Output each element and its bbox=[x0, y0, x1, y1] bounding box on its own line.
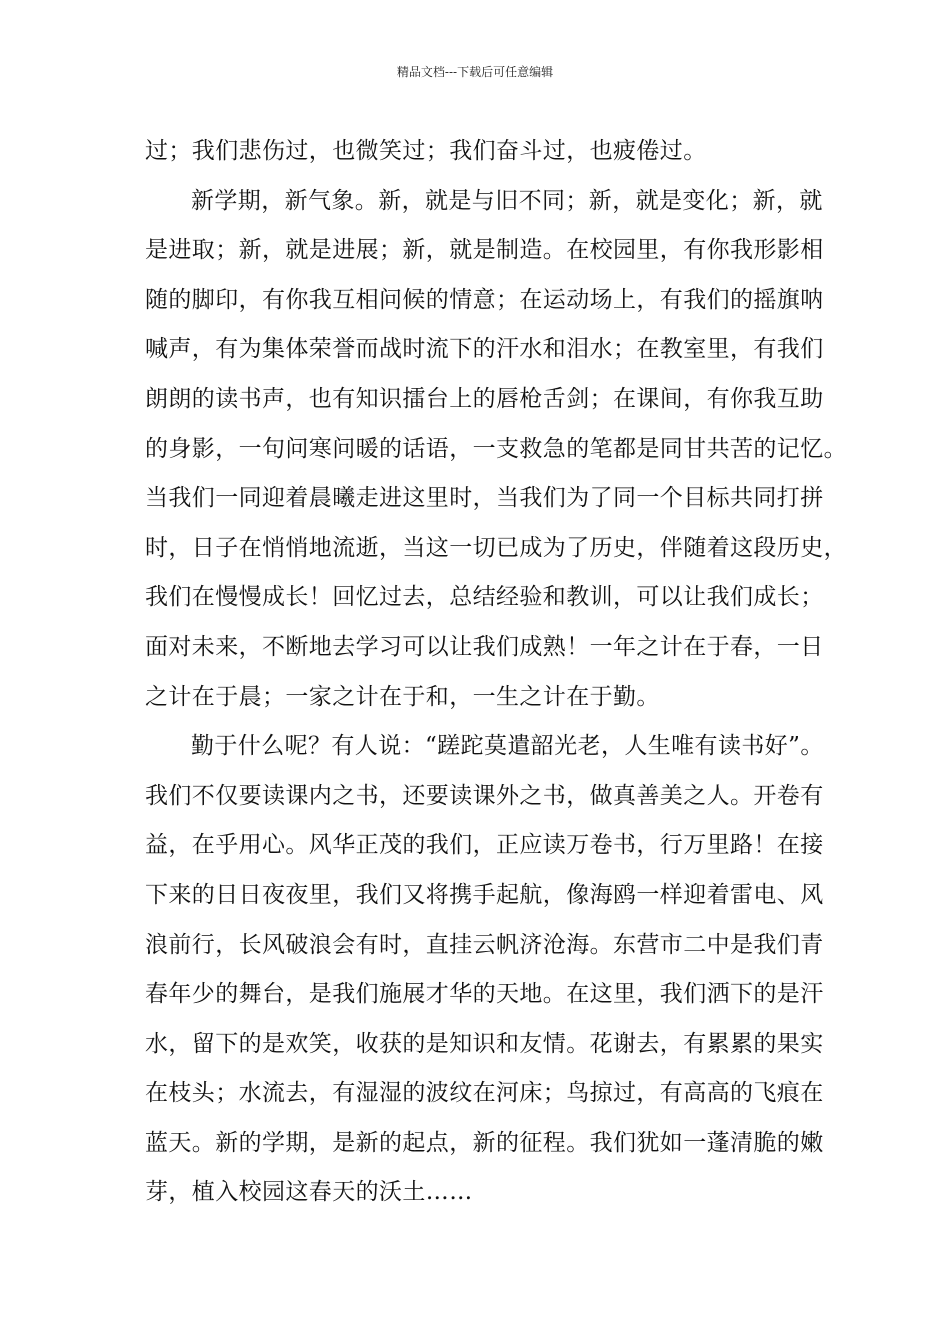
text-line: 当我们一同迎着晨曦走进这里时，当我们为了同一个目标共同打拼 bbox=[145, 485, 824, 512]
text-line: 益，在乎用心。风华正茂的我们，正应读万卷书，行万里路！在接 bbox=[145, 832, 824, 859]
text-line: 春年少的舞台，是我们施展才华的天地。在这里，我们洒下的是汗 bbox=[145, 981, 824, 1008]
text-line: 水，留下的是欢笑，收获的是知识和友情。花谢去，有累累的果实 bbox=[145, 1030, 824, 1057]
text-line: 芽，植入校园这春天的沃土…… bbox=[145, 1179, 473, 1206]
text-line: 在枝头；水流去，有湿湿的波纹在河床；鸟掠过，有高高的飞痕在 bbox=[145, 1080, 824, 1107]
text-line: 随的脚印，有你我互相问候的情意；在运动场上，有我们的摇旗呐 bbox=[145, 286, 824, 313]
text-line: 朗朗的读书声，也有知识擂台上的唇枪舌剑；在课间，有你我互助 bbox=[145, 385, 824, 412]
paragraph-start-line: 新学期，新气象。新，就是与旧不同；新，就是变化；新，就 bbox=[191, 187, 823, 214]
text-line: 过；我们悲伤过，也微笑过；我们奋斗过，也疲倦过。 bbox=[145, 138, 707, 164]
text-line: 喊声，有为集体荣誉而战时流下的汗水和泪水；在教室里，有我们 bbox=[145, 336, 824, 363]
paragraph-start-line: 勤于什么呢？有人说：“蹉跎莫遣韶光老，人生唯有读书好”。 bbox=[191, 733, 824, 760]
page-header: 精品文档---下载后可任意编辑 bbox=[396, 65, 554, 79]
text-line: 之计在于晨；一家之计在于和，一生之计在于勤。 bbox=[145, 683, 660, 710]
document-body bbox=[145, 127, 847, 1218]
text-line: 下来的日日夜夜里，我们又将携手起航，像海鸥一样迎着雷电、风 bbox=[145, 881, 824, 908]
text-line: 我们不仅要读课内之书，还要读课外之书，做真善美之人。开卷有 bbox=[145, 782, 824, 809]
text-line: 时，日子在悄悄地流逝，当这一切已成为了历史，伴随着这段历史， bbox=[145, 534, 847, 561]
text-line: 的身影，一句问寒问暖的话语，一支救急的笔都是同甘共苦的记忆。 bbox=[145, 435, 847, 462]
text-line: 是进取；新，就是进展；新，就是制造。在校园里，有你我形影相 bbox=[145, 237, 824, 264]
text-line: 蓝天。新的学期，是新的起点，新的征程。我们犹如一蓬清脆的嫩 bbox=[145, 1129, 824, 1156]
text-line: 我们在慢慢成长！回忆过去，总结经验和教训，可以让我们成长； bbox=[145, 584, 824, 611]
text-line: 浪前行，长风破浪会有时，直挂云帆济沧海。东营市二中是我们青 bbox=[145, 931, 824, 958]
text-line: 面对未来，不断地去学习可以让我们成熟！一年之计在于春，一日 bbox=[145, 633, 824, 660]
